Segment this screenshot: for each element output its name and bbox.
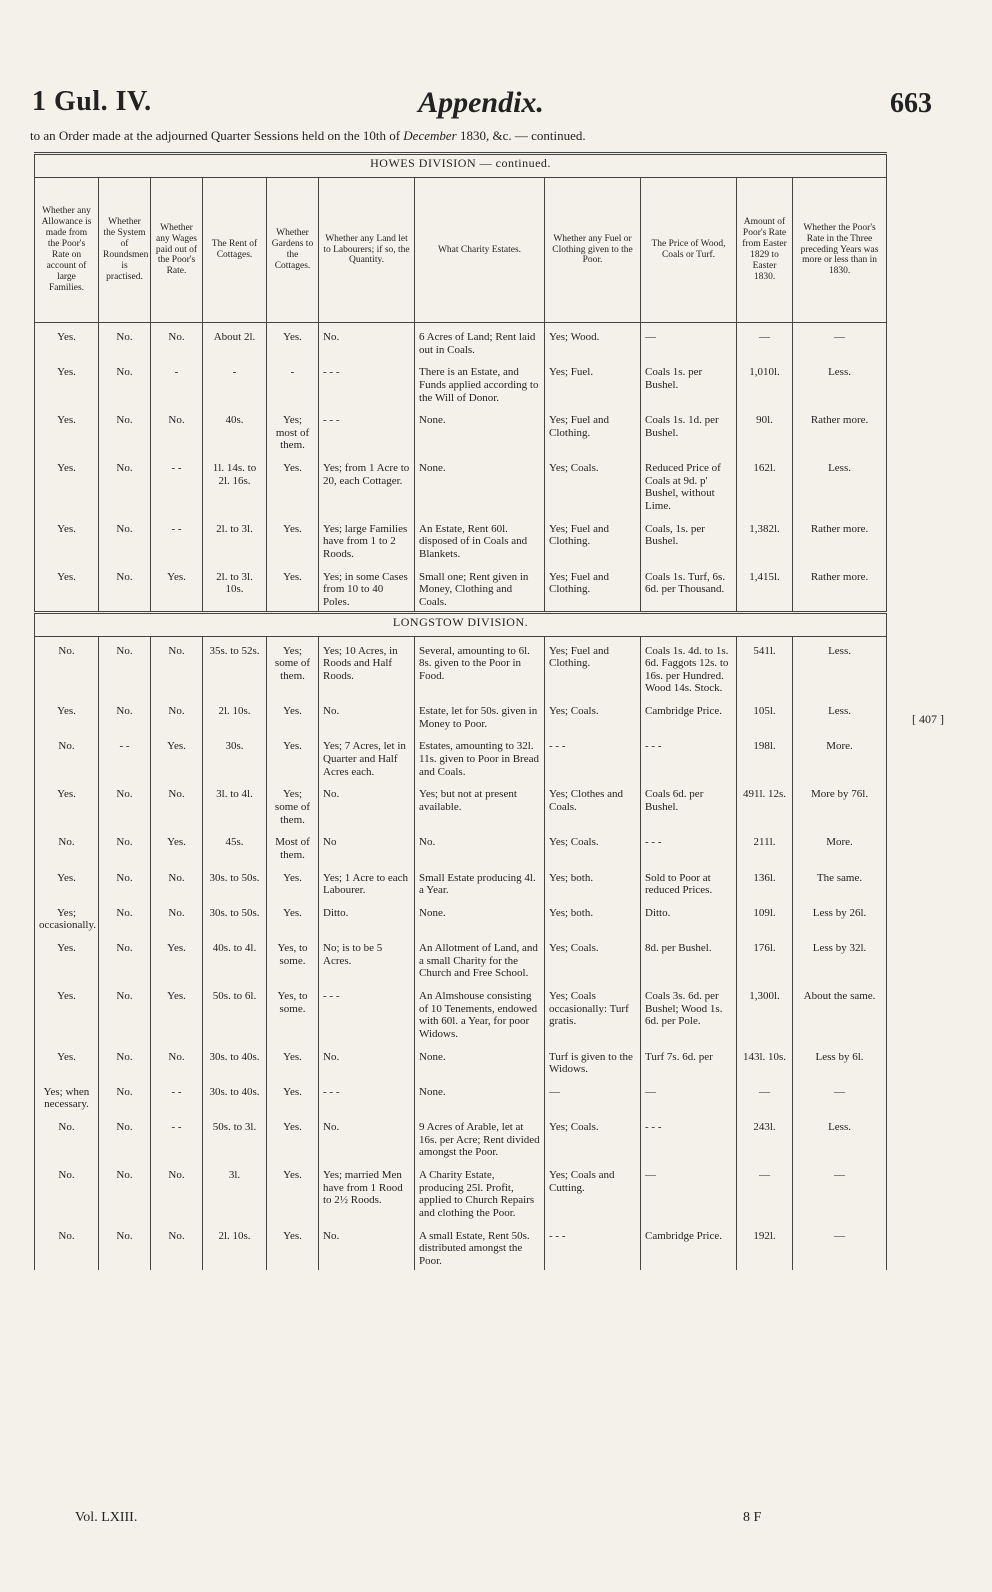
table-cell: - (267, 358, 319, 406)
table-cell: 1,415l. (737, 563, 793, 612)
table-cell: Small one; Rent given in Money, Clothing and Coals. (415, 563, 545, 612)
table-cell: Yes; 1 Acre to each Labourer. (319, 864, 415, 899)
table-cell: An Almshouse consisting of 10 Tenements, endowed with 60l. a Year, for poor Widows. (415, 982, 545, 1043)
table-cell: — (793, 1078, 887, 1113)
table-cell: Coals 1s. per Bushel. (641, 358, 737, 406)
table-cell: Yes; Coals. (545, 454, 641, 515)
table-cell: About the same. (793, 982, 887, 1043)
table-cell: — (641, 323, 737, 359)
table-cell: — (545, 1078, 641, 1113)
table-cell: Small Estate producing 4l. a Year. (415, 864, 545, 899)
table-cell: Yes; when necessary. (35, 1078, 99, 1113)
table-cell: - - - (641, 828, 737, 863)
table-cell: Turf is given to the Widows. (545, 1043, 641, 1078)
table-cell: Rather more. (793, 563, 887, 612)
page-title: Appendix. (418, 86, 544, 119)
table-cell: 109l. (737, 899, 793, 934)
table-cell: 2l. to 3l. 10s. (203, 563, 267, 612)
table-cell: No. (151, 864, 203, 899)
table-cell: No. (151, 1222, 203, 1270)
column-header: Whether any Fuel or Clothing given to the Poor. (545, 178, 641, 323)
table-cell: Yes, to some. (267, 982, 319, 1043)
table-row (35, 780, 887, 828)
table-row (35, 732, 887, 780)
column-header: What Charity Estates. (415, 178, 545, 323)
table-cell: Yes. (35, 323, 99, 359)
table-cell: About 2l. (203, 323, 267, 359)
table-cell: No. (151, 697, 203, 732)
table-row (35, 899, 887, 934)
table-cell: — (793, 1222, 887, 1270)
table-cell: No (319, 828, 415, 863)
table-cell: 8d. per Bushel. (641, 934, 737, 982)
table-cell: Yes. (267, 1222, 319, 1270)
table-cell: Yes. (35, 358, 99, 406)
table-cell: 40s. to 4l. (203, 934, 267, 982)
table-row (35, 454, 887, 515)
table-cell: Yes; large Families have from 1 to 2 Roods. (319, 515, 415, 563)
table-cell: 1,300l. (737, 982, 793, 1043)
table-cell: 2l. 10s. (203, 697, 267, 732)
table-cell: 2l. to 3l. (203, 515, 267, 563)
table-cell: No. (319, 697, 415, 732)
table-cell: A small Estate, Rent 50s. distributed amongst the Poor. (415, 1222, 545, 1270)
table-cell: 90l. (737, 406, 793, 454)
table-cell: Yes; Coals occasionally: Turf gratis. (545, 982, 641, 1043)
table-cell: - - (99, 732, 151, 780)
table-cell: 541l. (737, 636, 793, 697)
table-cell: Less. (793, 454, 887, 515)
table-cell: The same. (793, 864, 887, 899)
table-cell: Yes. (35, 563, 99, 612)
table-cell: - (203, 358, 267, 406)
table-cell: Yes. (151, 934, 203, 982)
table-cell: Yes. (35, 697, 99, 732)
table-cell: No. (151, 323, 203, 359)
table-cell: No. (99, 1043, 151, 1078)
table-cell: Cambridge Price. (641, 697, 737, 732)
table-cell: - - (151, 1078, 203, 1113)
table-cell: 40s. (203, 406, 267, 454)
table-cell: No. (319, 1113, 415, 1161)
table-cell: Yes. (35, 454, 99, 515)
table-cell: Several, amounting to 6l. 8s. given to the Poor in Food. (415, 636, 545, 697)
table-cell: No. (319, 323, 415, 359)
table-row (35, 1222, 887, 1270)
table-cell: Rather more. (793, 406, 887, 454)
table-cell: Rather more. (793, 515, 887, 563)
regnal-year: 1 Gul. IV. (32, 86, 152, 117)
column-header: Whether any Allowance is made from the Poor's Rate on account of large Families. (35, 178, 99, 323)
table-cell: No. (99, 1078, 151, 1113)
table-cell: — (641, 1078, 737, 1113)
column-header: The Rent of Cottages. (203, 178, 267, 323)
table-row (35, 563, 887, 612)
table-cell: 50s. to 3l. (203, 1113, 267, 1161)
table-cell: - - - (319, 982, 415, 1043)
table-cell: - - - (319, 406, 415, 454)
table-cell: Yes. (267, 1043, 319, 1078)
table-cell: No. (99, 864, 151, 899)
table-cell: Reduced Price of Coals at 9d. p' Bushel, without Lime. (641, 454, 737, 515)
table-cell: - - - (641, 1113, 737, 1161)
table-cell: Estate, let for 50s. given in Money to Poor. (415, 697, 545, 732)
table-cell: Yes. (35, 1043, 99, 1078)
table-cell: Yes; from 1 Acre to 20, each Cottager. (319, 454, 415, 515)
table-cell: 143l. 10s. (737, 1043, 793, 1078)
table-cell: No. (99, 780, 151, 828)
table-cell: No. (35, 636, 99, 697)
table-cell: Ditto. (319, 899, 415, 934)
table-cell: Yes. (35, 934, 99, 982)
table-cell: Yes. (151, 982, 203, 1043)
table-cell: Yes; in some Cases from 10 to 40 Poles. (319, 563, 415, 612)
table-cell: 198l. (737, 732, 793, 780)
table-cell: None. (415, 899, 545, 934)
table-cell: No. (99, 358, 151, 406)
table-row (35, 982, 887, 1043)
table-cell: None. (415, 454, 545, 515)
table-cell: Yes. (35, 406, 99, 454)
table-cell: 30s. to 50s. (203, 864, 267, 899)
page-footer (75, 1510, 775, 1526)
table-row (35, 828, 887, 863)
table-row (35, 515, 887, 563)
table-cell: No. (99, 1113, 151, 1161)
table-cell: No. (35, 1161, 99, 1222)
table-row (35, 1161, 887, 1222)
table-cell: - (151, 358, 203, 406)
table-cell: Yes; Fuel and Clothing. (545, 563, 641, 612)
table-cell: No. (35, 828, 99, 863)
table-cell: Sold to Poor at reduced Prices. (641, 864, 737, 899)
table-cell: Less. (793, 697, 887, 732)
table-cell: Yes; Fuel and Clothing. (545, 515, 641, 563)
table-cell: Yes; Wood. (545, 323, 641, 359)
table-cell: Yes; Coals. (545, 934, 641, 982)
table-cell: Yes; married Men have from 1 Rood to 2½ Roods. (319, 1161, 415, 1222)
table-cell: — (641, 1161, 737, 1222)
table-cell: No. (35, 1222, 99, 1270)
table-row (35, 697, 887, 732)
table-cell: Yes. (35, 515, 99, 563)
table-cell: Yes; Fuel and Clothing. (545, 636, 641, 697)
table-cell: Yes; Coals. (545, 1113, 641, 1161)
table-cell: - - - (641, 732, 737, 780)
table-cell: — (793, 1161, 887, 1222)
table-cell: - - (151, 454, 203, 515)
table-row (35, 636, 887, 697)
table-cell: No. (319, 1222, 415, 1270)
table-cell: There is an Estate, and Funds applied according to the Will of Donor. (415, 358, 545, 406)
table-row (35, 406, 887, 454)
table-cell: Yes. (267, 454, 319, 515)
table-cell: Coals 3s. 6d. per Bushel; Wood 1s. 6d. per Pole. (641, 982, 737, 1043)
table-cell: Coals 1s. Turf, 6s. 6d. per Thousand. (641, 563, 737, 612)
table-cell: 30s. to 40s. (203, 1078, 267, 1113)
table-cell: Yes; but not at present available. (415, 780, 545, 828)
table-cell: Yes; both. (545, 899, 641, 934)
table-cell: Yes. (35, 982, 99, 1043)
table-cell: Yes; Coals and Cutting. (545, 1161, 641, 1222)
table-cell: No. (99, 323, 151, 359)
table-cell: 30s. (203, 732, 267, 780)
table-cell: 3l. (203, 1161, 267, 1222)
table-cell: - - (151, 515, 203, 563)
table-cell: No. (35, 732, 99, 780)
table-cell: No. (151, 1043, 203, 1078)
page-subtitle: to an Order made at the adjourned Quarter Sessions held on the 10th of December 1830, &c. — continued. (30, 128, 586, 143)
page-number: 663 (890, 88, 932, 119)
table-cell: - - - (545, 732, 641, 780)
column-header: The Price of Wood, Coals or Turf. (641, 178, 737, 323)
division-row-howes: HOWES DIVISION — continued. (35, 154, 887, 178)
table-cell: Yes. (151, 732, 203, 780)
table-cell: An Allotment of Land, and a small Charity for the Church and Free School. (415, 934, 545, 982)
table-cell: No. (99, 697, 151, 732)
table-cell: Yes; occasionally. (35, 899, 99, 934)
table-row (35, 864, 887, 899)
table-cell: Less. (793, 636, 887, 697)
table-cell: 6 Acres of Land; Rent laid out in Coals. (415, 323, 545, 359)
table-cell: No. (415, 828, 545, 863)
table-cell: 105l. (737, 697, 793, 732)
table-cell: Yes; some of them. (267, 636, 319, 697)
table-cell: No. (151, 406, 203, 454)
table-cell: 136l. (737, 864, 793, 899)
table-cell: — (737, 323, 793, 359)
table-cell: A Charity Estate, producing 25l. Profit, applied to Church Repairs and clothing the Poor. (415, 1161, 545, 1222)
table-cell: Turf 7s. 6d. per (641, 1043, 737, 1078)
table-row (35, 1078, 887, 1113)
table-cell: No; is to be 5 Acres. (319, 934, 415, 982)
table-cell: No. (151, 1161, 203, 1222)
table-cell: No. (319, 780, 415, 828)
table-cell: No. (35, 1113, 99, 1161)
column-header: Whether the Poor's Rate in the Three preceding Years was more or less than in 1830. (793, 178, 887, 323)
table-cell: Most of them. (267, 828, 319, 863)
table-cell: Yes, to some. (267, 934, 319, 982)
table-cell: - - - (545, 1222, 641, 1270)
table-cell: Coals 6d. per Bushel. (641, 780, 737, 828)
table-cell: None. (415, 1043, 545, 1078)
poor-rate-table (34, 152, 886, 1270)
table-cell: No. (99, 828, 151, 863)
table-cell: Yes. (267, 864, 319, 899)
table-cell: Yes. (267, 697, 319, 732)
table-cell: Less by 26l. (793, 899, 887, 934)
table-cell: No. (99, 1222, 151, 1270)
table-cell: - - (151, 1113, 203, 1161)
table-cell: No. (151, 899, 203, 934)
table-cell: Yes; 7 Acres, let in Quarter and Half Acres each. (319, 732, 415, 780)
table-cell: Yes; both. (545, 864, 641, 899)
table-row (35, 358, 887, 406)
table-cell: 211l. (737, 828, 793, 863)
column-header: Whether Gardens to the Cottages. (267, 178, 319, 323)
table-cell: No. (151, 636, 203, 697)
table-cell: 176l. (737, 934, 793, 982)
table-cell: Yes; Fuel and Clothing. (545, 406, 641, 454)
division-row-longstow: LONGSTOW DIVISION. (35, 612, 887, 636)
table-cell: 192l. (737, 1222, 793, 1270)
table-cell: Yes; Fuel. (545, 358, 641, 406)
table-cell: Less. (793, 358, 887, 406)
table-cell: — (737, 1078, 793, 1113)
table-cell: Estates, amounting to 32l. 11s. given to Poor in Bread and Coals. (415, 732, 545, 780)
margin-note: [ 407 ] (912, 712, 944, 726)
column-header: Whether any Wages paid out of the Poor's Rate. (151, 178, 203, 323)
table-cell: 35s. to 52s. (203, 636, 267, 697)
table-cell: No. (99, 454, 151, 515)
table-cell: Yes; Coals. (545, 828, 641, 863)
table-cell: Less. (793, 1113, 887, 1161)
table-cell: Yes; Clothes and Coals. (545, 780, 641, 828)
table-cell: No. (99, 1161, 151, 1222)
column-headers (35, 178, 887, 323)
table-cell: Yes. (267, 563, 319, 612)
table-cell: More. (793, 732, 887, 780)
table-row (35, 1043, 887, 1078)
table-cell: Yes. (267, 732, 319, 780)
table-cell: 3l. to 4l. (203, 780, 267, 828)
table-cell: Yes. (267, 1113, 319, 1161)
table-cell: Ditto. (641, 899, 737, 934)
table-row (35, 1113, 887, 1161)
table-cell: 30s. to 50s. (203, 899, 267, 934)
table-cell: More. (793, 828, 887, 863)
table-cell: Yes; 10 Acres, in Roods and Half Roods. (319, 636, 415, 697)
table-cell: Cambridge Price. (641, 1222, 737, 1270)
table-cell: An Estate, Rent 60l. disposed of in Coals and Blankets. (415, 515, 545, 563)
table-cell: Yes. (267, 515, 319, 563)
column-header: Whether any Land let to Labourers; if so, the Quantity. (319, 178, 415, 323)
table-cell: No. (99, 636, 151, 697)
table-cell: 1,010l. (737, 358, 793, 406)
table-cell: - - - (319, 1078, 415, 1113)
table-cell: More by 76l. (793, 780, 887, 828)
table-row (35, 934, 887, 982)
table-cell: 243l. (737, 1113, 793, 1161)
table-cell: No. (99, 982, 151, 1043)
table-cell: No. (151, 780, 203, 828)
table-cell: None. (415, 1078, 545, 1113)
table-cell: No. (99, 934, 151, 982)
table-cell: 45s. (203, 828, 267, 863)
volume-label: Vol. LXIII. (75, 1510, 138, 1525)
table-cell: 2l. 10s. (203, 1222, 267, 1270)
table-cell: 1l. 14s. to 2l. 16s. (203, 454, 267, 515)
table-cell: Yes. (267, 1161, 319, 1222)
table-cell: No. (319, 1043, 415, 1078)
table-cell: Yes; some of them. (267, 780, 319, 828)
column-header: Whether the System of Roundsmen is practised. (99, 178, 151, 323)
table-cell: Coals 1s. 4d. to 1s. 6d. Faggots 12s. to 16s. per Hundred. Wood 14s. Stock. (641, 636, 737, 697)
table-cell: Yes. (151, 828, 203, 863)
table-cell: Coals, 1s. per Bushel. (641, 515, 737, 563)
table-cell: No. (99, 406, 151, 454)
table-cell: No. (99, 515, 151, 563)
table-cell: Yes. (35, 780, 99, 828)
table-cell: Yes. (267, 323, 319, 359)
table-cell: No. (99, 899, 151, 934)
table-cell: No. (99, 563, 151, 612)
table-cell: Coals 1s. 1d. per Bushel. (641, 406, 737, 454)
table-cell: 30s. to 40s. (203, 1043, 267, 1078)
table-cell: Less by 32l. (793, 934, 887, 982)
table-cell: - - - (319, 358, 415, 406)
table-row (35, 323, 887, 359)
table-cell: Yes. (267, 1078, 319, 1113)
table-cell: 162l. (737, 454, 793, 515)
table-cell: 9 Acres of Arable, let at 16s. per Acre; Rent divided amongst the Poor. (415, 1113, 545, 1161)
table-cell: Yes; Coals. (545, 697, 641, 732)
table-cell: Less by 6l. (793, 1043, 887, 1078)
table-cell: Yes. (151, 563, 203, 612)
page-header (30, 84, 932, 124)
table-cell: Yes; most of them. (267, 406, 319, 454)
table-cell: — (793, 323, 887, 359)
column-header: Amount of Poor's Rate from Easter 1829 to Easter 1830. (737, 178, 793, 323)
table-cell: 50s. to 6l. (203, 982, 267, 1043)
signature-mark: 8 F (743, 1510, 762, 1525)
table-cell: 1,382l. (737, 515, 793, 563)
table-cell: None. (415, 406, 545, 454)
table-cell: Yes. (267, 899, 319, 934)
table-cell: — (737, 1161, 793, 1222)
table-cell: 491l. 12s. (737, 780, 793, 828)
table-cell: Yes. (35, 864, 99, 899)
